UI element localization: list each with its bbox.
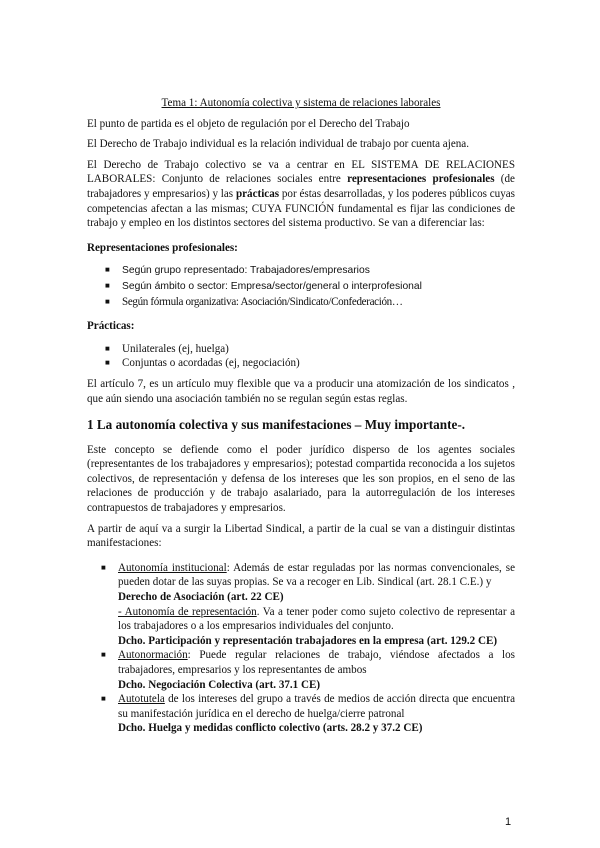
- p3-text-a: El Derecho de Trabajo colectivo se va a centrar en EL SISTEMA DE RELACIONES LABORALES: Conjunto de relaciones sociales entre: [87, 158, 515, 186]
- term-text: : Puede regular relaciones de trabajo, viéndose afectados a los trabajadores, empresarios y los representantes de ambos: [118, 649, 515, 676]
- list-representaciones: [87, 263, 515, 309]
- list-manifestaciones: [87, 561, 515, 605]
- list-item-text: Según fórmula organizativa: Asociación/Sindicato/Confederación…: [122, 295, 403, 308]
- list-item: [87, 648, 515, 692]
- term-text: : Además de estar reguladas por las normas convencionales, se pueden dotar de las suyas propias. Se va a recoger en Lib. Sindical (art. 28.1 C.E.) y: [118, 561, 515, 589]
- bullet-icon: ■: [105, 343, 110, 353]
- bullet-icon: ■: [105, 265, 110, 275]
- paragraph-6: A partir de aquí va a surgir la Libertad Sindical, a partir de la cual se van a distinguir distintas manifestaciones:: [87, 522, 515, 550]
- bullet-icon: ■: [105, 280, 110, 290]
- p3-text-d: por éstas desarrolladas, y los poderes públicos cuyas competencias afectan a las mismas; CUYA FUNCIÓN fundamental es fijar las condiciones de trabajo y empleo en los distintos sectores del sistema productivo. Se van a diferenciar las:: [87, 187, 515, 230]
- p3-bold-representaciones: representaciones profesionales: [347, 173, 495, 186]
- bullet-icon: ■: [105, 296, 110, 306]
- term-text: de los intereses del grupo a través de medios de acción directa que encuentra su manifestación jurídica en el derecho de huelga/cierre patronal: [118, 693, 515, 720]
- list-item: [87, 561, 515, 605]
- sub-item-representacion: [87, 605, 515, 649]
- list-item: [87, 263, 515, 279]
- list-item-text: Según grupo representado: Trabajadores/empresarios: [122, 265, 370, 277]
- list-item: [87, 295, 515, 310]
- law-reference: Dcho. Participación y representación trabajadores en la empresa (art. 129.2 CE): [118, 634, 498, 647]
- list-item: [87, 342, 515, 357]
- bullet-icon: ■: [101, 650, 106, 660]
- paragraph-4: El artículo 7, es un artículo muy flexible que va a producir una atomización de los sindicatos , que aún siendo una asociación también no se regulan según estas reglas.: [87, 377, 515, 405]
- law-reference: Dcho. Negociación Colectiva (art. 37.1 CE): [118, 678, 321, 691]
- bullet-icon: ■: [101, 694, 106, 704]
- bullet-icon: ■: [101, 562, 106, 572]
- list-item-text: Según ámbito o sector: Empresa/sector/general o interprofesional: [122, 280, 422, 292]
- list-item: [87, 692, 515, 736]
- law-reference: Dcho. Huelga y medidas conflicto colectivo (arts. 28.2 y 37.2 CE): [118, 722, 423, 735]
- list-manifestaciones-cont: [87, 648, 515, 736]
- bullet-icon: ■: [105, 358, 110, 368]
- p3-bold-practicas: prácticas: [235, 187, 280, 200]
- list-practicas: [87, 342, 515, 371]
- list-item-text: Conjuntas o acordadas (ej, negociación): [122, 357, 300, 370]
- term-autotutela: Autotutela: [118, 693, 165, 706]
- page-title: Tema 1: Autonomía colectiva y sistema de relaciones laborales: [161, 97, 441, 109]
- paragraph-5: Este concepto se defiende como el poder jurídico disperso de los agentes sociales (representantes de los trabajadores y empresarios); potestad compartida reconocida a los sujetos colectivos, de representación y defensa de los intereses que les son propios, en el seno de las relaciones de producción y de trabajo asalariado, para la autorregulación de los intereses contrapuestos de trabajadores y empresarios.: [87, 443, 515, 515]
- heading-practicas: Prácticas:: [87, 320, 135, 333]
- list-item: [87, 356, 515, 371]
- term-text: . Va a tener poder como sujeto colectivo de representar a los trabajadores o a los empresarios individuales del conjunto.: [118, 605, 515, 633]
- list-item-text: Unilaterales (ej, huelga): [122, 342, 229, 355]
- page-number: 1: [505, 816, 512, 828]
- heading-representaciones: Representaciones profesionales:: [87, 241, 238, 254]
- document-page: [87, 96, 515, 736]
- paragraph-3: [87, 158, 515, 231]
- list-item: [87, 279, 515, 295]
- term-autonomia-institucional: Autonomía institucional: [118, 561, 227, 574]
- section-heading-1: 1 La autonomía colectiva y sus manifestaciones – Muy importante-.: [87, 417, 466, 433]
- term-autonormacion: Autonormación: [118, 649, 188, 662]
- law-reference: Derecho de Asociación (art. 22 CE): [118, 591, 284, 604]
- term-autonomia-representacion: - Autonomía de representación: [118, 605, 257, 618]
- paragraph-1: El punto de partida es el objeto de regulación por el Derecho del Trabajo: [87, 117, 410, 130]
- paragraph-2: El Derecho de Trabajo individual es la relación individual de trabajo por cuenta ajena.: [87, 138, 469, 151]
- p3-text-c: (de trabajadores y empresarios) y las: [87, 173, 515, 200]
